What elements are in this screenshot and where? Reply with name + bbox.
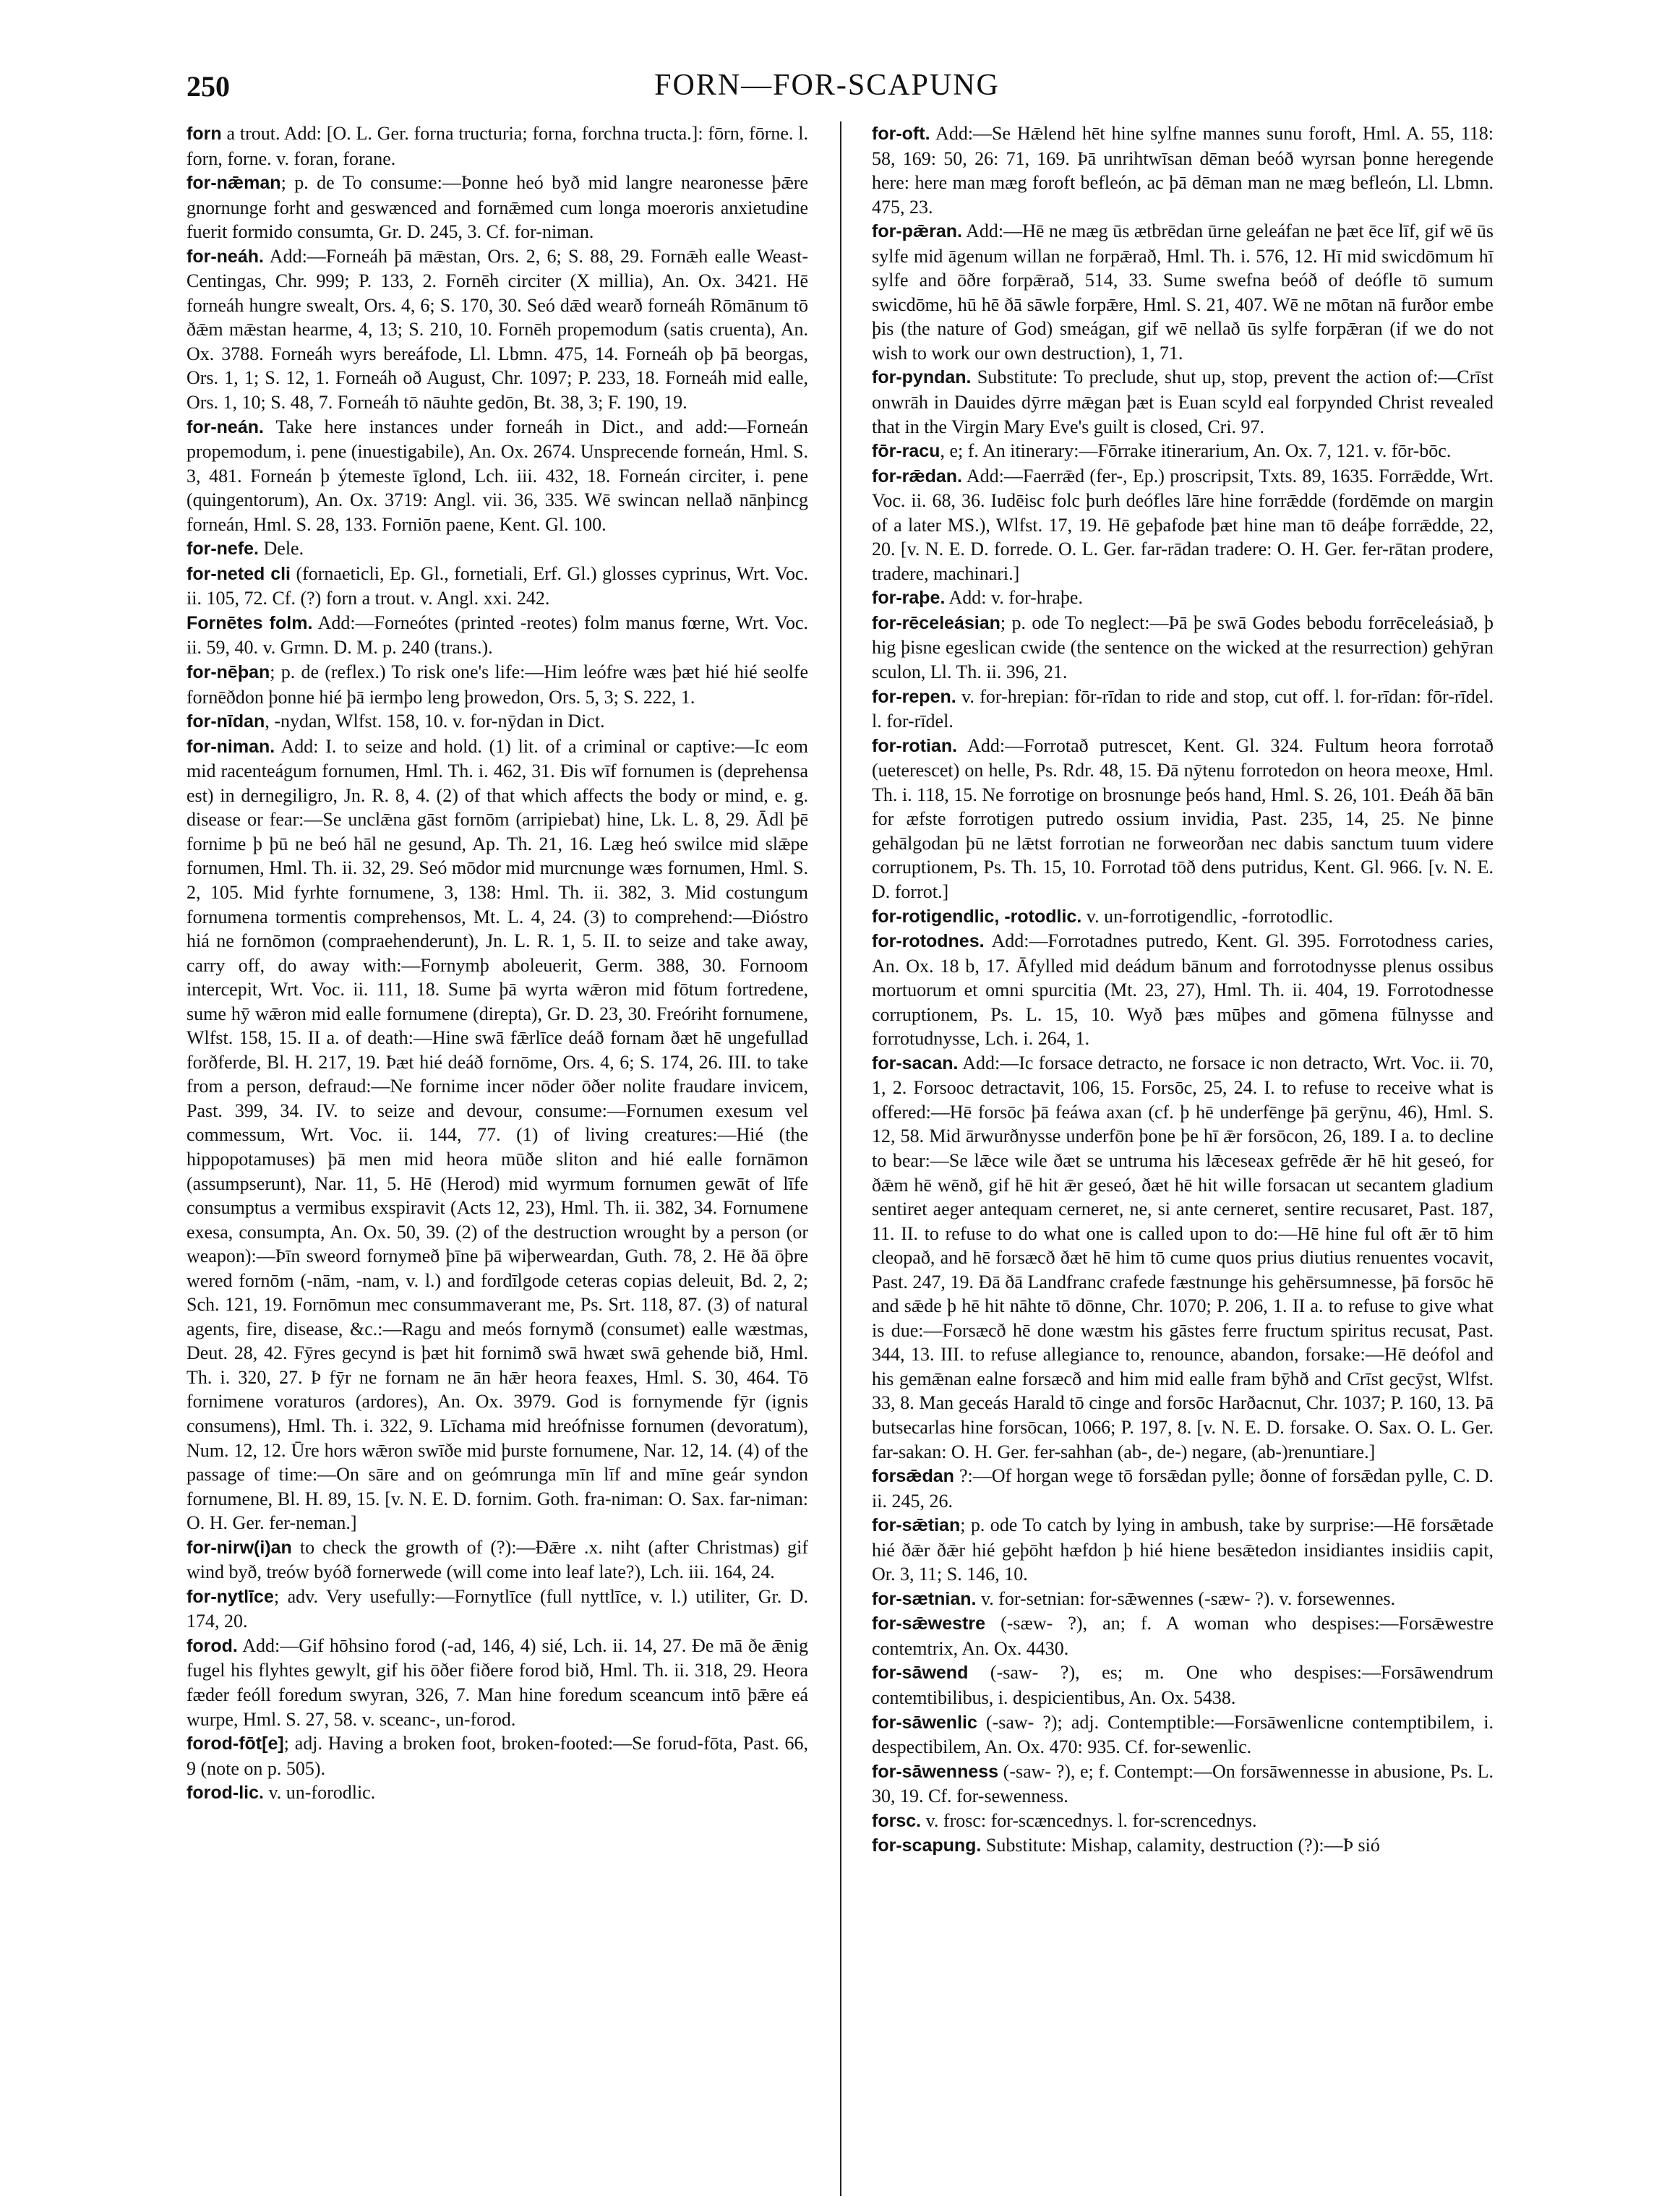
dictionary-entry [187, 562, 808, 611]
entry-headword: for-niman. [187, 736, 275, 757]
entry-text: ; p. de To consume:—Þonne heó byð mid langre nearonesse þǣre gnornunge forht and geswænced and fornǣmed cum longa moeroris anxietudine fuerit formido consumta, Gr. D. 245, 3. Cf. for-niman. [187, 172, 808, 243]
entry-text: , -nydan, Wlfst. 158, 10. v. for-nȳdan in Dict. [265, 711, 605, 732]
dictionary-entry [872, 1464, 1494, 1513]
dictionary-entry [872, 904, 1494, 930]
entry-text: Add:—Forrotað putrescet, Kent. Gl. 324. Fultum heora forrotað (ueterescet) on helle, Ps. Rdr. 48, 15. Ðā nȳtenu forrotedon on heora meoxe, Hml. Th. i. 118, 15. Ne forrotige on brosnunge þeós hand, Hml. S. 26, 101. Ðeáh ðā bān for æfste forrotigen putredo ossium invidia, Past. 235, 14, 25. Ne þinne gehālgodan þū ne lǣtst forrotian ne forweorðan nec dabis sanctum tuum videre corruptionem, Ps. Th. 15, 10. Forrotad tōð dens putridus, Kent. Gl. 966. [v. N. E. D. forrot.] [872, 734, 1494, 902]
entry-text: Substitute: To preclude, shut up, stop, prevent the action of:—Crīst onwrāh in Dauides dȳrre mǣgan þæt is Euan scyld eal forpynded Christ revealed that in the Virgin Mary Eve's guilt is closed, Cri. 97. [872, 366, 1494, 437]
entry-headword: for-sætnian. [872, 1588, 977, 1609]
dictionary-entry [872, 365, 1494, 439]
entry-text: to check the growth of (?):—Ðǣre .x. niht (after Christmas) gif wind byð, treów byóð fornerwede (will come into leaf late?), Lch. iii. 164, 24. [187, 1536, 808, 1583]
entry-headword: for-rotodnes. [872, 931, 985, 952]
entry-headword: for-nytlīce [187, 1586, 274, 1607]
dictionary-entry [187, 1731, 808, 1780]
dictionary-entry [872, 1611, 1494, 1660]
entry-headword: for-sacan. [872, 1053, 959, 1073]
dictionary-entry [872, 121, 1494, 219]
dictionary-entry [872, 611, 1494, 685]
dictionary-entry [872, 586, 1494, 611]
dictionary-entry [187, 1535, 808, 1585]
entry-headword: for-nēþan [187, 662, 270, 683]
entry-text: Add:—Faerrǣd (fer-, Ep.) proscripsit, Txts. 89, 1635. Forrǣdde, Wrt. Voc. ii. 68, 36. Iudēisc folc þurh deófles lāre hine forrǣdde (fordēmde on margin of a later MS.), Wlfst. 17, 19. Hē geþafode þæt hine man tō deáþe forrǣdde, 22, 20. [v. N. E. D. forrede. O. L. Ger. far-rādan tradere: O. H. Ger. fer-rātan prodere, tradere, machinari.] [872, 465, 1494, 584]
entry-headword: for-rotigendlic, -rotodlic. [872, 906, 1082, 927]
entry-text: ; p. ode To neglect:—Þā þe swā Godes bebodu forrēceleásiað, þ hig þisne egeslican cwide (the sentence on the wicked at the resurrection) gehȳran sculon, Ll. Th. ii. 396, 21. [872, 612, 1494, 683]
dictionary-entry [187, 171, 808, 244]
dictionary-entry [187, 660, 808, 709]
entry-headword: for-nefe. [187, 539, 259, 560]
dictionary-entry [872, 1833, 1494, 1859]
entry-text: v. for-setnian: for-sǣwennes (-sæw- ?). v. forsewennes. [976, 1587, 1396, 1609]
entry-text: (-saw- ?); adj. Contemptible:—Forsāwenlicne contemptibilem, i. despectibilem, An. Ox. 470: 935. Cf. for-sewenlic. [872, 1711, 1494, 1758]
entry-headword: for-rēceleásian [872, 612, 1000, 633]
dictionary-entry [872, 929, 1494, 1051]
entry-headword: forsc. [872, 1810, 922, 1831]
entry-text: Add:—Forneótes (printed -reotes) folm manus fœrne, Wrt. Voc. ii. 59, 40. v. Grmn. D. M. p. 240 (trans.). [187, 612, 808, 659]
dictionary-entry [872, 1660, 1494, 1710]
entry-text: Add: I. to seize and hold. (1) lit. of a criminal or captive:—Ic eom mid racenteágum fornumen, Hml. Th. i. 462, 31. Ðis wīf fornumen is (deprehensa est) in dernegiligro, Jn. R. 8, 4. (2) of that which affects the body or mind, e. g. disease or fear:—Se unclǣna gāst fornōm (arripiebat) hine, Lk. L. 8, 29. Ādl þē fornime þ þū ne beó hāl ne gesund, Ap. Th. 21, 16. Læg heó swilce mid slǣpe fornumen, Hml. Th. ii. 32, 29. Seó mōdor mid murcnunge wæs fornumen, Hml. S. 2, 105. Mid fyrhte fornumene, 3, 138: Hml. Th. ii. 382, 3. Mid costungum fornumena tormentis comprehensos, Mt. L. 4, 24. (3) to comprehend:—Ðióstro hiá ne fornōmon (compraehenderunt), Jn. L. R. 1, 5. II. to seize and take away, carry off, do away with:—Fornymþ aboleuerit, Germ. 388, 30. Fornoom intercepit, Wrt. Voc. ii. 111, 18. Sume þā wyrta wǣron mid fōtum fortredene, sume hȳ wǣron mid ealle fornumene (direpta), Gr. D. 23, 30. Freóriht fornumene, Wlfst. 158, 15. II a. of death:—Hine swā fǣrlīce deáð fornam ðæt hē ungefullad forðferde, Bl. H. 217, 19. Þæt hié deáð fornōme, Ors. 4, 6; S. 174, 26. III. to take from a person, defraud:—Ne fornime incer nōder ōðer nolite fraudare invicem, Past. 399, 34. IV. to seize and devour, consume:—Fornumen exesum vel commessum, Wrt. Voc. ii. 144, 77. (1) of living creatures:—Hié (the hippopotamuses) þā men mid heora mūðe sliton and hié ealle fornāmon (assumpserunt), Nar. 11, 5. Hē (Herod) mid wyrmum fornumen gewāt of līfe consumptus a vermibus exspiravit (Acts 12, 23), Hml. Th. ii. 382, 34. Fornumene exesa, consumpta, An. Ox. 50, 39. (2) of the destruction wrought by a person (or weapon):—Þīn sweord fornymeð þīne þā wiþerweardan, Guth. 78, 2. Hē ðā ōþre wered fornōm (-nām, -nam, v. l.) and fordīlgode ceteras copias deleuit, Bd. 2, 2; Sch. 121, 19. Fornōmun mec consummaverant me, Ps. Srt. 118, 87. (3) of natural agents, fire, disease, &c.:—Ragu and meós fornymð (consumet) ealle wæstmas, Deut. 28, 42. Fȳres gecynd is þæt hit fornimð swā hwæt swā gehende bið, Hml. Th. i. 320, 27. Þ fȳr ne fornam ne ān hǣr heora feaxes, Hml. S. 30, 464. Tō fornimene voraturos (ardores), An. Ox. 3979. God is fornymende fȳr (ignis consumens), Hml. Th. i. 322, 9. Līchama mid hreófnisse fornumen (devoratum), Num. 12, 12. Ūre hors wǣron swīðe mid þurste fornumene, Nar. 12, 14. (4) of the passage of time:—On sāre and on geómrunga mīn līf and mīne geár syndon fornumene, Bl. H. 89, 15. [v. N. E. D. fornim. Goth. fra-niman: O. Sax. far-niman: O. H. Ger. fer-neman.] [187, 735, 808, 1534]
left-column [187, 121, 808, 2196]
entry-headword: for-nǣman [187, 173, 281, 194]
entry-text: ?:—Of horgan wege tō forsǣdan pylle; ðonne of forsǣdan pylle, C. D. ii. 245, 26. [872, 1465, 1494, 1512]
entry-headword: for-oft. [872, 124, 930, 144]
entry-text: ; adj. Having a broken foot, broken-footed:—Se forud-fōta, Past. 66, 9 (note on p. 505). [187, 1733, 808, 1779]
entry-text: ; adv. Very usefully:—Fornytlīce (full nyttlīce, v. l.) utiliter, Gr. D. 174, 20. [187, 1585, 808, 1632]
dictionary-entry [187, 1585, 808, 1634]
entry-headword: forod-lic. [187, 1783, 264, 1804]
entry-headword: for-neted cli [187, 563, 291, 584]
entry-text: Add:—Gif hōhsino forod (-ad, 146, 4) sié, Lch. ii. 14, 27. Ðe mā ðe ǣnig fugel his flyhtes gewylt, gif his ōðer fiðere forod bið, Hml. Th. ii. 318, 29. Heora fæder feóll foredum swyran, 326, 7. Man hine foredum sceancum intō þǣre eá wurpe, Hml. S. 27, 58. v. sceanc-, un-forod. [187, 1634, 808, 1730]
dictionary-entry [872, 439, 1494, 464]
entry-headword: for-rotian. [872, 735, 958, 756]
entry-headword: for-neán. [187, 416, 264, 437]
entry-text: Add:—Hē ne mæg ūs ætbrēdan ūrne geleáfan ne þæt ēce līf, gif wē ūs sylfe mid āgenum willan ne forpǣrað, Hml. Th. i. 576, 12. Hī mid swicdōmum hī sylfe and ōðre forpǣrað, 514, 33. Sume swefna beóð of deófle tō sumum swicdōme, hū hē ðā sāwle forpǣre, Hml. S. 21, 407. Wē ne mōtan nā furðor embe þis (the nature of God) smeágan, gif wē nellað ūs sylfe forpǣran (if we do not wish to work our own destruction), 1, 71. [872, 220, 1494, 364]
entry-text: a trout. Add: [O. L. Ger. forna tructuria; forna, forchna tructa.]: fōrn, fōrne. l. forn, forne. v. foran, forane. [187, 123, 808, 169]
dictionary-entry [187, 415, 808, 537]
dictionary-entry [872, 1051, 1494, 1464]
entry-text: , e; f. An itinerary:—Fōrrake itinerarium, An. Ox. 7, 121. v. fōr-bōc. [940, 440, 1452, 462]
entry-text: v. un-forrotigendlic, -forrotodlic. [1081, 905, 1334, 927]
dictionary-entry [872, 1710, 1494, 1759]
dictionary-entry [187, 121, 808, 171]
entry-text: v. frosc: for-scæncednys. l. for-screncednys. [921, 1809, 1257, 1831]
entry-text: (-saw- ?), e; f. Contempt:—On forsāwennesse in abusione, Ps. L. 30, 19. Cf. for-sewenness. [872, 1760, 1494, 1807]
entry-headword: for-sāwenness [872, 1761, 999, 1782]
columns [187, 121, 1494, 2196]
entry-text: (-saw- ?), es; m. One who despises:—Forsāwendrum contemtibilibus, i. despicientibus, An. Ox. 5438. [872, 1662, 1494, 1708]
entry-text: Substitute: Mishap, calamity, destruction (?):—Þ sió [981, 1835, 1380, 1856]
entry-text: Add:—Se Hǣlend hēt hine sylfne mannes sunu foroft, Hml. A. 55, 118: 58, 169: 50, 26: 71, 169. Þā unrihtwīsan dēman beóð wyrsan þonne heregende here: here man mæg foroft befleón, ac þā dēman man ne mæg befleón, Ll. Lbmn. 475, 23. [872, 123, 1494, 218]
entry-text: ; p. ode To catch by lying in ambush, take by surprise:—Hē forsǣtade hié ðǣr ðǣr hié geþōht hæfdon þ hié hiene besǣtedon insidiantes insidiis capit, Or. 3, 11; S. 146, 10. [872, 1514, 1494, 1585]
entry-text: Add:—Ic forsace detracto, ne forsace ic non detracto, Wrt. Voc. ii. 70, 1, 2. Forsooc detractavit, 106, 15. Forsōc, 25, 24. I. to refuse to receive what is offered:—Hē forsōc þā feáwa axan (cf. þ hē underfēnge þā gerȳnu, 46), Hml. S. 12, 58. Mid ārwurðnysse underfōn þone þe hī ǣr forsōcon, 26, 189. I a. to decline to bear:—Se lǣce wile ðæt se untruma his lǣceseax gefrēde ǣr hē hit geseó, for ðǣm hē wēnð, gif hē hit ǣr geseó, ðæt hē hit wille forsacan ut secantem gladium sentiret aeger antequam cerneret, ne, si ante cerneret, sentire recusaret, Past. 187, 11. II. to refuse to do what one is called upon to do:—Hē hine ful oft ǣr tō him cleopað, and hē forsæcð ðæt hē him tō cume quos prius diutius renuentes vocavit, Past. 247, 19. Ðā ðā Landfranc crafede fæstnunge his gehērsumnesse, þā forsōc hē and sǣde þ hē hit nāhte tō dōnne, Chr. 1070; P. 206, 1. II a. to refuse to give what is due:—Forsæcð hē done wæstm his gāstes ferre fructum spiritus recusat, Past. 344, 13. III. to refuse allegiance to, renounce, abandon, forsake:—Hē deófol and his gemǣnan ealne forsæcð and him mid ealle fram bȳhð and Crīst gecȳst, Wlfst. 33, 8. Man geceás Harald tō cinge and forsōc Harðacnut, Chr. 1037; P. 160, 13. Þā butsecarlas hine forsōcan, 1066; P. 197, 8. [v. N. E. D. forsake. O. Sax. O. L. Ger. far-sakan: O. H. Ger. fer-sahhan (ab-, de-) negare, (ab-)renuntiare.] [872, 1052, 1494, 1462]
dictionary-entry [187, 611, 808, 660]
entry-headword: Fornētes folm. [187, 612, 313, 633]
entry-text: ; p. de (reflex.) To risk one's life:—Him leófre wæs þæt hié hié seolfe fornēðdon þonne hié þā iermþo leng þrowedon, Ors. 5, 3; S. 222, 1. [187, 661, 808, 708]
right-column [872, 121, 1494, 2196]
entry-text: (-sæw- ?), an; f. A woman who despises:—Forsǣwestre contemtrix, An. Ox. 4430. [872, 1613, 1494, 1659]
entry-headword: for-sǣtian [872, 1515, 961, 1536]
dictionary-entry [187, 734, 808, 1535]
entry-text: (fornaeticli, Ep. Gl., fornetiali, Erf. Gl.) glosses cyprinus, Wrt. Voc. ii. 105, 72. Cf. (?) forn a trout. v. Angl. xxi. 242. [187, 562, 808, 609]
entry-headword: for-scapung. [872, 1835, 982, 1856]
entry-headword: for-sāwend [872, 1663, 969, 1684]
entry-headword: forod-fōt[e] [187, 1733, 284, 1754]
entry-headword: fōr-racu [872, 441, 940, 462]
dictionary-entry [872, 1587, 1494, 1612]
entry-headword: for-nīdan [187, 711, 265, 732]
dictionary-entry [872, 219, 1494, 365]
entry-text: Dele. [259, 538, 304, 560]
entry-text: Take here instances under forneáh in Dict., and add:—Forneán propemodum, i. pene (inuestigabile), An. Ox. 2674. Unsprecende forneán, Hml. S. 3, 481. Forneán þ ýtemeste īglond, Lch. iii. 432, 18. Forneán circiter, i. pene (quingentorum), An. Ox. 3719: Angl. vii. 36, 335. Wē swincan nellað nānþincg forneán, Hml. S. 28, 133. Forniōn paene, Kent. Gl. 100. [187, 416, 808, 535]
entry-headword: for-rǣdan. [872, 466, 962, 486]
entry-headword: for-pǣran. [872, 221, 962, 242]
dictionary-entry [187, 244, 808, 415]
entry-headword: for-neáh. [187, 246, 264, 267]
page-number: 250 [187, 70, 230, 103]
column-divider [840, 121, 841, 2196]
entry-text: Add:—Forrotadnes putredo, Kent. Gl. 395. Forrotodness caries, An. Ox. 18 b, 17. Āfylled mid deádum bānum and forrotodnysse plenus ossibus mortuorum et omni spurcitia (Mt. 23, 27), Hml. Th. ii. 404, 19. Forrotodnesse corruptionem, Ps. L. 15, 10. Wyð þæs mūþes and gōmena fūlnysse and forrotudnysse, Lch. i. 264, 1. [872, 930, 1494, 1050]
entry-text: Add:—Forneáh þā mǣstan, Ors. 2, 6; S. 88, 29. Fornǣh ealle Weast-Centingas, Chr. 999; P. 133, 2. Fornēh circiter (X millia), An. Ox. 3421. Hē forneáh hungre swealt, Ors. 4, 6; S. 170, 30. Seó dǣd wearð forneáh Rōmānum tō ðǣm mǣstan hearme, 4, 13; S. 210, 10. Fornēh propemodum (satis cruenta), An. Ox. 3788. Forneáh wyrs bereáfode, Ll. Lbmn. 475, 14. Forneáh oþ þā beorgas, Ors. 1, 1; S. 12, 1. Forneáh oð August, Chr. 1097; P. 233, 18. Forneáh mid ealle, Ors. 1, 10; S. 48, 7. Forneáh tō nāuhte gedōn, Bt. 38, 3; F. 190, 19. [187, 245, 808, 413]
running-title: FORN—FOR-SCAPUNG [654, 69, 1000, 102]
entry-headword: forn [187, 124, 222, 144]
dictionary-entry [872, 685, 1494, 734]
dictionary-entry [187, 536, 808, 562]
entry-headword: for-sāwenlic [872, 1712, 977, 1733]
entry-text: v. for-hrepian: fōr-rīdan to ride and stop, cut off. l. for-rīdan: fōr-rīdel. l. for-rīdel. [872, 685, 1494, 732]
dictionary-entry [872, 1809, 1494, 1834]
dictionary-entry [872, 734, 1494, 904]
entry-headword: for-sǣwestre [872, 1613, 985, 1634]
dictionary-entry [872, 1513, 1494, 1587]
dictionary-entry [187, 1634, 808, 1731]
dictionary-entry [187, 1780, 808, 1806]
entry-text: Add: v. for-hraþe. [945, 587, 1083, 609]
entry-headword: for-pyndan. [872, 367, 972, 388]
dictionary-entry [872, 464, 1494, 586]
entry-headword: for-repen. [872, 686, 956, 707]
entry-headword: for-nirw(i)an [187, 1537, 292, 1558]
entry-text: v. un-forodlic. [263, 1782, 376, 1804]
dictionary-entry [872, 1759, 1494, 1809]
dictionary-entry [187, 709, 808, 734]
entry-headword: forod. [187, 1635, 238, 1656]
entry-headword: for-raþe. [872, 588, 946, 609]
entry-headword: forsǣdan [872, 1466, 954, 1487]
